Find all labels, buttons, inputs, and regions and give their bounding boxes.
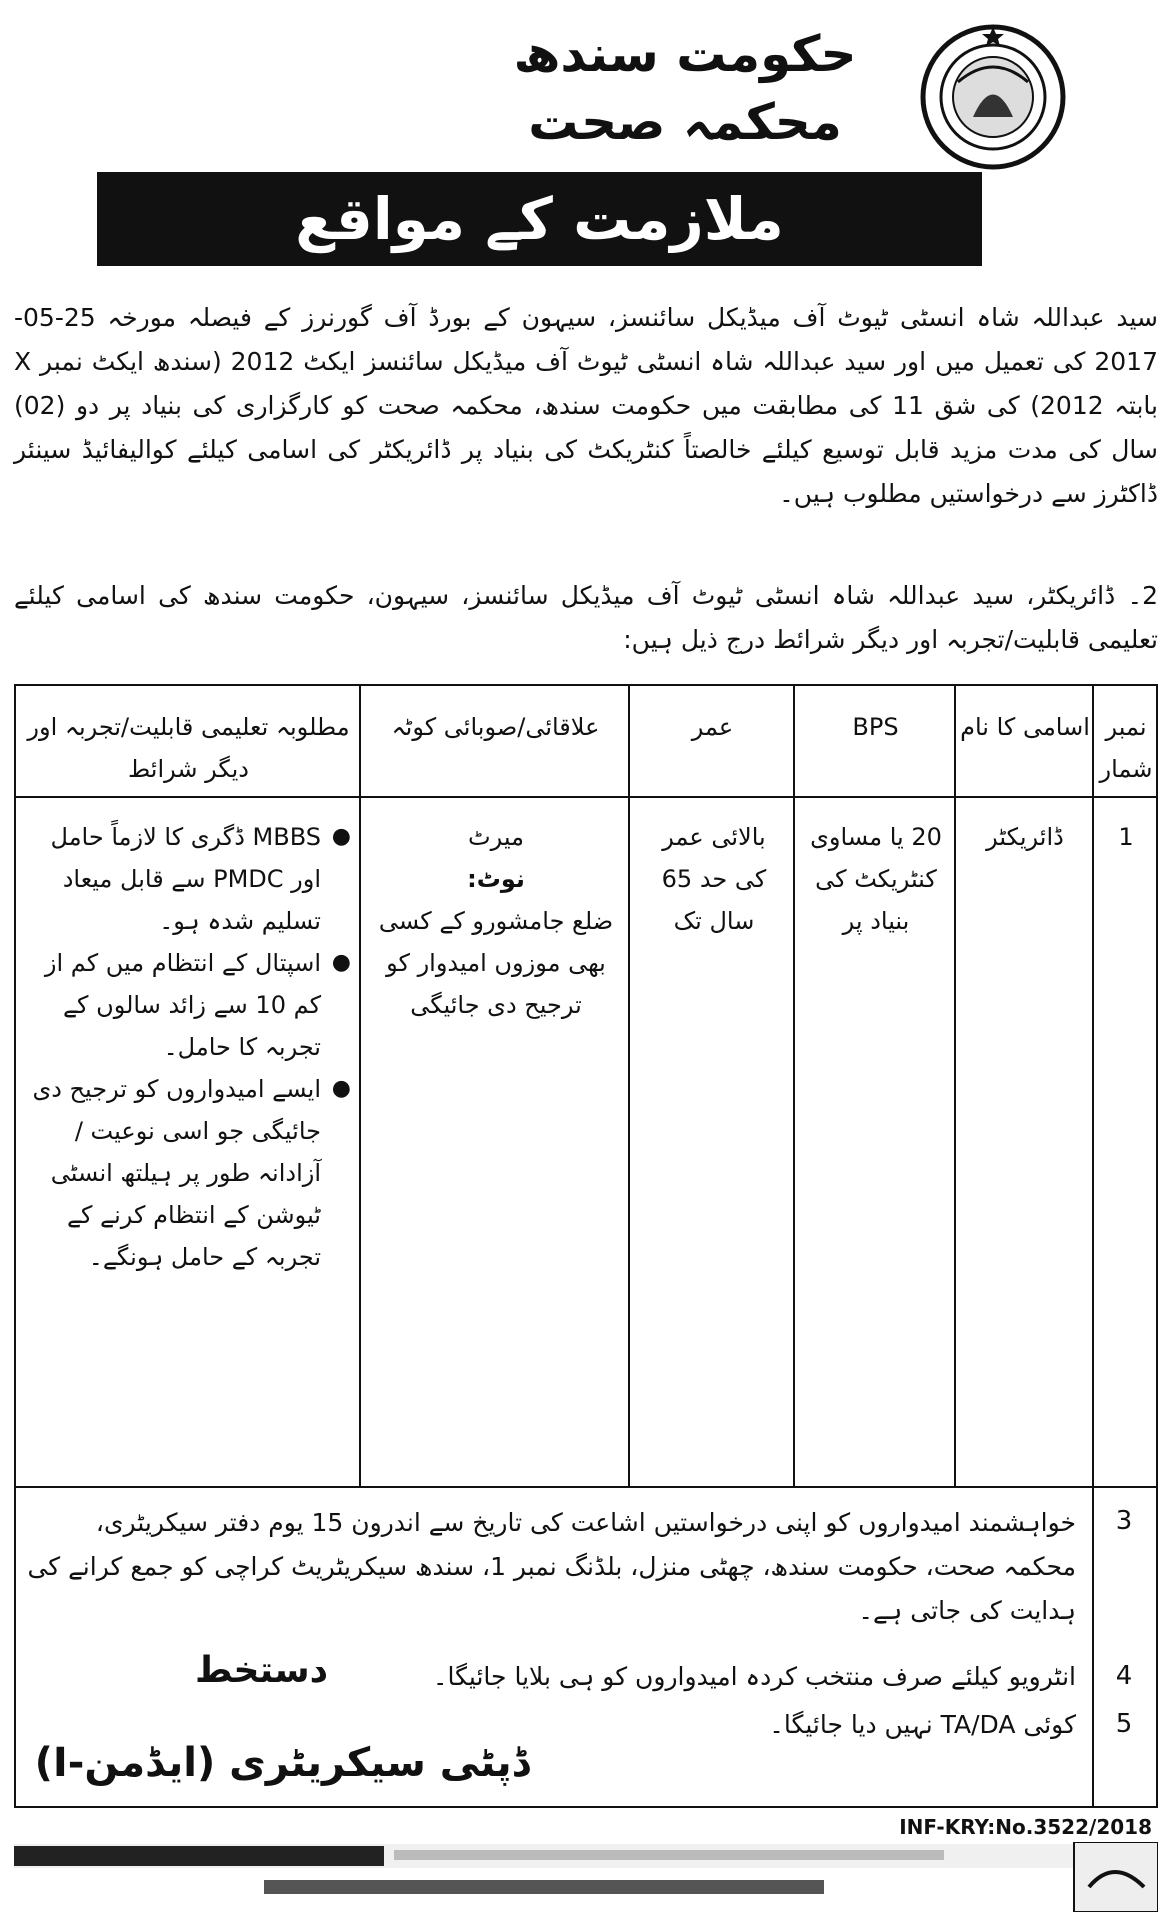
note-text: ضلع جامشورو کے کسی بھی موزوں امیدوار کو ترجیح دی جائیگی bbox=[378, 907, 614, 1019]
header-post: اسامی کا نام bbox=[960, 713, 1090, 741]
header-age: عمر bbox=[691, 713, 734, 741]
domicile-value: میرٹ bbox=[468, 823, 524, 851]
note-text: انٹرویو کیلئے صرف منتخب کردہ امیدواروں کو ہی بلایا جائیگا۔ bbox=[432, 1662, 1076, 1691]
header bbox=[0, 0, 1170, 180]
government-title: حکومت سندھ bbox=[513, 25, 857, 83]
note-number: 3 bbox=[1115, 1506, 1133, 1536]
row-post: ڈائریکٹر bbox=[986, 823, 1064, 851]
note-text: کوئی TA/DA نہیں دیا جائیگا۔ bbox=[769, 1710, 1076, 1739]
signature-label: دستخط bbox=[195, 1650, 329, 1691]
header-bps: BPS bbox=[852, 713, 899, 741]
qualification-list bbox=[26, 816, 351, 1278]
row-serial: 1 bbox=[1118, 823, 1134, 851]
job-opportunities-banner: ملازمت کے مواقع bbox=[97, 172, 982, 266]
row-domicile bbox=[376, 816, 616, 1026]
note-number: 5 bbox=[1115, 1709, 1133, 1739]
department-title: محکمہ صحت bbox=[528, 93, 842, 151]
header-domicile: علاقائی/صوبائی کوٹہ bbox=[391, 713, 600, 741]
bottom-strip-graphic bbox=[14, 1842, 1158, 1912]
signatory-name: ڈپٹی سیکریٹری (ایڈمن-I) bbox=[34, 1740, 530, 1786]
qualification-item: ● ایسے امیدواروں کو ترجیح دی جائیگی جو اسی نوعیت / آزادانہ طور پر ہیلتھ انسٹی ٹیوشن کے انتظام کرنے کے تجربہ کے حامل ہونگے۔ bbox=[26, 1068, 351, 1278]
row-bps: 20 یا مساوی کنٹریکٹ کی بنیاد پر bbox=[810, 823, 942, 935]
note-label: نوٹ: bbox=[467, 865, 525, 893]
reference-number: INF-KRY:No.3522/2018 bbox=[899, 1815, 1152, 1839]
qualification-item: ● MBBS ڈگری کا لازماً حامل اور PMDC سے قابل میعاد تسلیم شدہ ہو۔ bbox=[26, 816, 351, 942]
header-serial: نمبر شمار bbox=[1099, 713, 1153, 783]
note-text: خواہشمند امیدواروں کو اپنی درخواستیں اشاعت کی تاریخ سے اندرون 15 یوم دفتر سیکریٹری، محکمہ صحت، حکومت سندھ، چھٹی منزل، بلڈنگ نمبر 1، سندھ سیکریٹریٹ کراچی کو جمع کرانے کی ہدایت کی جاتی ہے۔ bbox=[27, 1508, 1076, 1625]
intro-paragraph: سید عبداللہ شاہ انسٹی ٹیوٹ آف میڈیکل سائنسز، سیہون کے بورڈ آف گورنرز کے فیصلہ مورخہ 25-05-2017 کی تعمیل میں اور سید عبداللہ شاہ انسٹی ٹیوٹ آف میڈیکل سائنسز ایکٹ 2012 (سندھ ایکٹ نمبر X بابتہ 2012) کی شق 11 کی مطابقت میں حکومت سندھ، محکمہ صحت کو کارگزاری کی بنیاد پر دو (02) سال کی مدت مزید قابل توسیع کیلئے خالصتاً کنٹریکٹ کی بنیاد پر ڈائریکٹر کی اسامی کیلئے کوالیفائیڈ سینئر ڈاکٹرز سے درخواستیں مطلوب ہیں۔ bbox=[14, 303, 1158, 508]
qualification-item: ● اسپتال کے انتظام میں کم از کم 10 سے زائد سالوں کے تجربہ کا حامل۔ bbox=[26, 942, 351, 1068]
vacancy-table bbox=[14, 684, 1158, 1808]
note-number: 4 bbox=[1115, 1661, 1133, 1691]
point-2-paragraph: 2۔ ڈائریکٹر، سید عبداللہ شاہ انسٹی ٹیوٹ آف میڈیکل سائنسز، سیہون، حکومت سندھ کی اسامی کیلئے تعلیمی قابلیت/تجربہ اور دیگر شرائط درج ذیل ہیں: bbox=[14, 581, 1158, 654]
header-qualification: مطلوبہ تعلیمی قابلیت/تجربہ اور دیگر شرائط bbox=[27, 713, 350, 783]
row-age: بالائی عمر کی حد 65 سال تک bbox=[661, 823, 767, 935]
